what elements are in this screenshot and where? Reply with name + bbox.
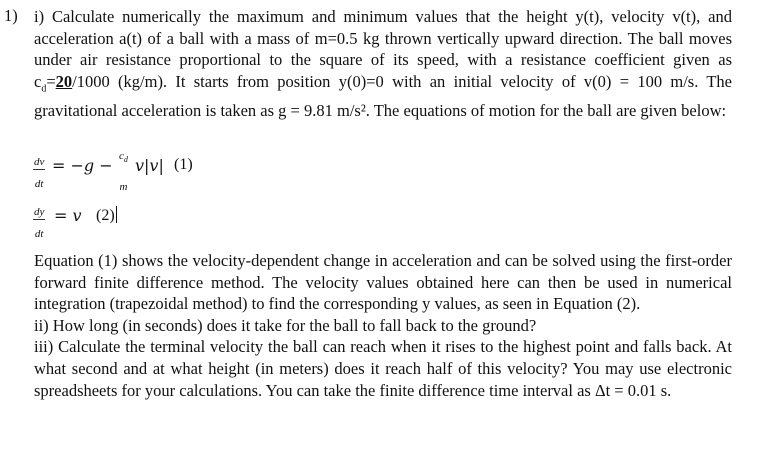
coefficient-value: 20	[55, 71, 73, 91]
eq1-middle: = −g −	[52, 156, 113, 175]
cd-subscript: d	[41, 83, 47, 95]
eq1-frac-numerator: dv	[34, 156, 45, 168]
intro-paragraph	[34, 6, 732, 121]
eq2-frac-denominator: dt	[34, 228, 44, 240]
part-iii-question: iii) Calculate the terminal velocity the ball can reach when it rises to the highest point and falls back. At what second and at what height (in meters) does it reach half of this velocity? You may use electronic spreadsheets for your calculations. You can take the finite difference time interval as Δt = 0.01 s.	[34, 337, 732, 400]
question-number: 1)	[4, 6, 18, 25]
eq2-frac-numerator: dy	[34, 206, 45, 218]
eq2-rhs: = v	[54, 206, 82, 225]
intro-text-part1: i) Calculate numerically the maximum and minimum values that the height y(t), velocity v(t), and acceleration a(t) of a ball with a mass of m=0.5 kg thrown vertically upward direction. The ball moves under air resistance proportional to the square of its speed, with a resistance coefficient given as c	[34, 7, 732, 91]
eq1-label: (1)	[174, 156, 193, 173]
eq1-fraction-cd-m	[118, 150, 129, 193]
eq1-fraction-dv-dt	[33, 156, 45, 190]
eq1-cd-sub: d	[123, 155, 128, 165]
body-paragraph: Equation (1) shows the velocity-dependent change in acceleration and can be solved using the first-order forward finite difference method. The velocity values obtained here can then be used in numerical integration (trapezoidal method) to find the corresponding y values, as seen in Equation (2).	[34, 251, 732, 314]
body-text	[34, 250, 732, 401]
part-ii-question: ii) How long (in seconds) does it take for the ball to fall back to the ground?	[34, 315, 537, 335]
eq1-tail: v|v|	[135, 156, 164, 175]
eq2-label: (2)	[96, 207, 115, 224]
intro-text-part2: /1000 (kg/m). It starts from position y(0)=0 with an initial velocity of v(0) = 100 m/s. The gravitational acceleration is taken as g = 9.81 m/s². The equations of motion for the ball are given below:	[34, 71, 732, 120]
eq2-fraction-dy-dt	[33, 206, 45, 240]
cd-equals: =	[46, 71, 56, 91]
eq1-cd: c	[119, 150, 124, 162]
text-cursor	[116, 206, 117, 223]
eq1-m: m	[119, 181, 128, 194]
eq1-frac-denominator: dt	[34, 178, 44, 190]
